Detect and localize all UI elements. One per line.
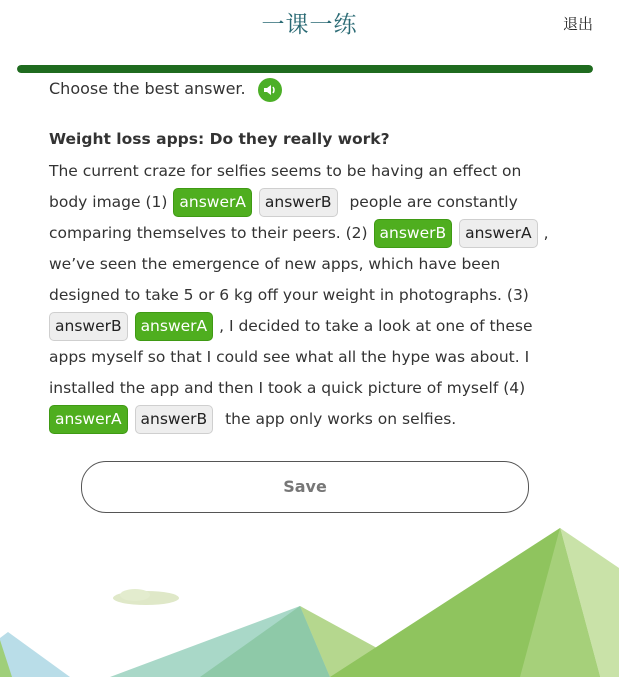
blank-2-option-1[interactable]: answerB xyxy=(374,219,453,248)
mountain-background xyxy=(0,520,619,677)
blank-1-option-1[interactable]: answerA xyxy=(173,188,252,217)
speaker-icon[interactable] xyxy=(258,78,282,102)
blank-4-option-1[interactable]: answerA xyxy=(49,405,128,434)
blank-2-option-2[interactable]: answerA xyxy=(459,219,538,248)
page-title: 一课一练 xyxy=(261,12,358,38)
passage-text: body image (1) xyxy=(49,193,168,211)
save-button[interactable]: Save xyxy=(81,461,529,513)
blank-3-option-1[interactable]: answerB xyxy=(49,312,128,341)
mountain-shape xyxy=(0,632,70,677)
passage-line xyxy=(49,218,549,249)
passage-text: The current craze for selfies seems to be having an effect on xyxy=(49,162,522,180)
passage-title: Weight loss apps: Do they really work? xyxy=(49,130,390,148)
progress-bar xyxy=(17,65,593,73)
passage-text: , xyxy=(543,224,549,242)
passage-line xyxy=(49,187,549,218)
passage-text: comparing themselves to their peers. (2) xyxy=(49,224,368,242)
instruction-text: Choose the best answer. xyxy=(49,79,246,98)
passage-line xyxy=(49,280,549,311)
passage-line xyxy=(49,404,549,435)
passage-text: people are constantly xyxy=(349,193,518,211)
passage-line xyxy=(49,249,549,280)
header xyxy=(0,0,619,48)
passage-text: we’ve seen the emergence of new apps, which have been xyxy=(49,255,501,273)
passage-text: installed the app and then I took a quick picture of myself (4) xyxy=(49,379,526,397)
exit-button[interactable]: 退出 xyxy=(562,15,593,33)
blank-3-option-2[interactable]: answerA xyxy=(135,312,214,341)
passage-text: apps myself so that I could see what all the hype was about. I xyxy=(49,348,530,366)
passage-line xyxy=(49,373,549,404)
blank-4-option-2[interactable]: answerB xyxy=(135,405,214,434)
passage-text: designed to take 5 or 6 kg off your weight in photographs. (3) xyxy=(49,286,529,304)
passage xyxy=(49,126,549,435)
progress-fill xyxy=(17,65,593,73)
passage-line xyxy=(49,342,549,373)
passage-line xyxy=(49,311,549,342)
passage-line xyxy=(49,156,549,187)
cloud-shape xyxy=(120,589,150,601)
blank-1-option-2[interactable]: answerB xyxy=(259,188,338,217)
passage-text: the app only works on selfies. xyxy=(225,410,457,428)
instruction xyxy=(49,76,282,102)
passage-text: , I decided to take a look at one of these xyxy=(219,317,533,335)
